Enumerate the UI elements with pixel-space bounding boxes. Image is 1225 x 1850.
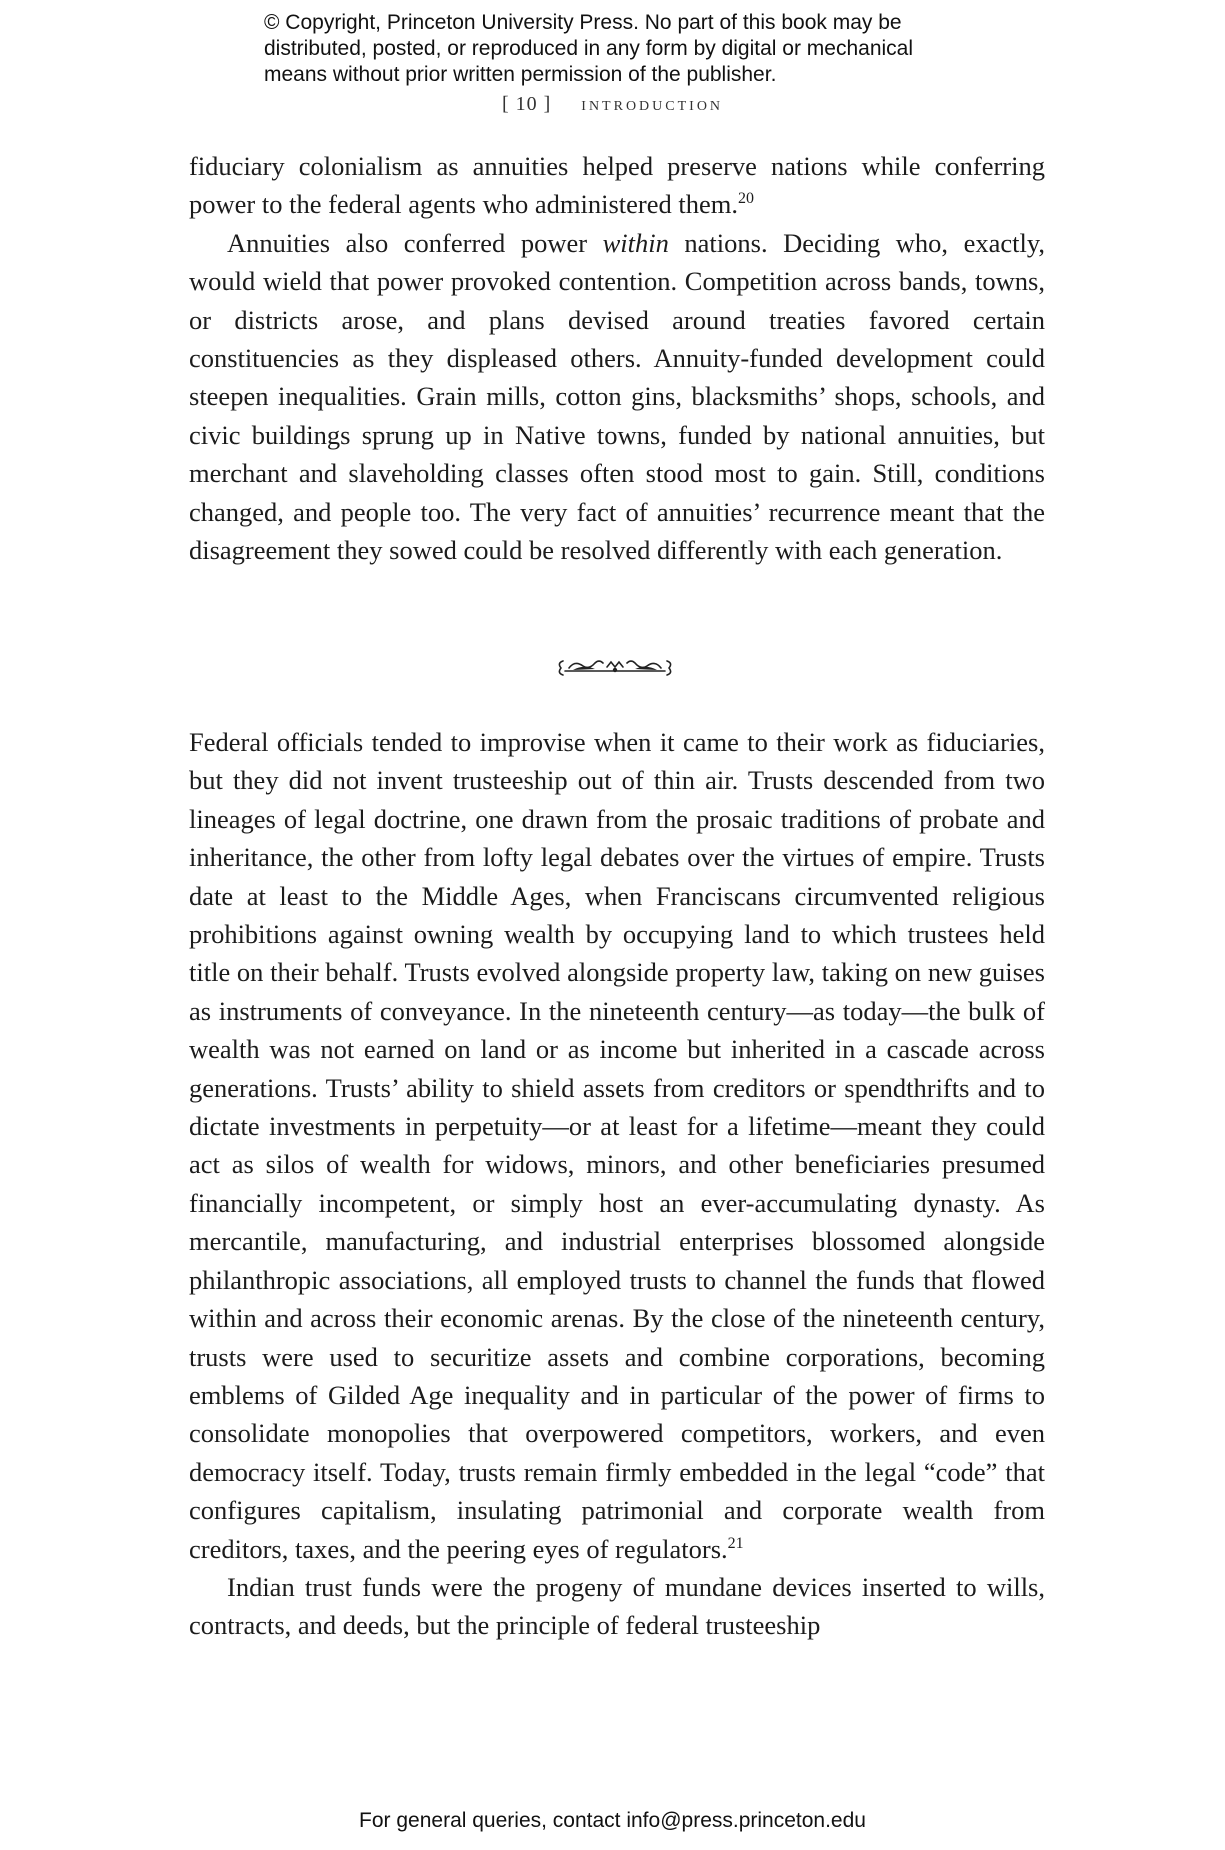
section-title: introduction (581, 93, 724, 115)
copyright-line: distributed, posted, or reproduced in any form by digital or mechanical (264, 37, 914, 60)
paragraph (189, 224, 1045, 570)
body-text-upper (189, 147, 1045, 569)
paragraph-text: Indian trust funds were the progeny of mundane devices inserted to wills, contracts, and deeds, but the principle of federal trusteeship (189, 1571, 1045, 1641)
copyright-line: means without prior written permission of the publisher. (264, 63, 777, 86)
paragraph (189, 1568, 1045, 1645)
paragraph (189, 147, 1045, 224)
paragraph-text: Federal officials tended to improvise when it came to their work as fiduciaries, but they did not invent trusteeship out of thin air. Trusts descended from two lineages of legal doctrine, one drawn from the prosaic traditions of probate and inheritance, the other from lofty legal debates over the virtues of empire. Trusts date at least to the Middle Ages, when Franciscans circumvented religious prohibitions against owning wealth by occupying land to which trustees held title on their behalf. Trusts evolved alongside property law, taking on new guises as instruments of conveyance. In the nineteenth century—as today—the bulk of wealth was not earned on land or as income but inherited in a cascade across generations. Trusts’ ability to shield assets from creditors or spendthrifts and to dictate investments in perpetuity—or at least for a lifetime—meant they could act as silos of wealth for widows, minors, and other beneficiaries presumed financially incompetent, or simply host an ever-accumulating dynasty. As mercantile, manufacturing, and industrial enterprises blossomed alongside philanthropic associations, all employed trusts to channel the funds that flowed within and across their economic arenas. By the close of the nineteenth century, trusts were used to securitize assets and combine corporations, becoming emblems of Gilded Age inequality and in particular of the power of firms to consolidate monopolies that overpowered competitors, workers, and even democracy itself. Today, trusts remain firmly embedded in the legal “code” that configures capitalism, insulating patrimonial and corporate wealth from creditors, taxes, and the peering eyes of regulators. (189, 727, 1045, 1564)
paragraph-text: nations. Deciding who, exactly, would wield that power provoked contention. Competition across bands, towns, or districts arose, and plans devised around treaties favored certain constituencies as they displeased others. Annuity-funded development could steepen inequalities. Grain mills, cotton gins, blacksmiths’ shops, schools, and civic buildings sprung up in Native towns, funded by national annuities, but merchant and slaveholding classes often stood most to gain. Still, conditions changed, and people too. The very fact of annuities’ recurrence meant that the disagreement they sowed could be resolved differently with each generation. (189, 227, 1045, 566)
section-break-fleuron-icon (555, 658, 675, 678)
copyright-notice (264, 10, 964, 88)
footnote-reference[interactable]: 20 (737, 190, 754, 208)
paragraph-text: fiduciary colonialism as annuities helped preserve nations while conferring power to the federal agents who administered them. (189, 151, 1045, 220)
body-text-lower (189, 723, 1045, 1645)
paragraph (189, 723, 1045, 1568)
footer-contact: For general queries, contact info@press.princeton.edu (359, 1809, 866, 1832)
footnote-reference[interactable]: 21 (727, 1534, 744, 1552)
running-head (0, 93, 1225, 116)
paragraph-text: Annuities also conferred power (227, 227, 603, 258)
page-number: [ 10 ] (501, 93, 552, 115)
emphasis-text: within (602, 227, 669, 258)
copyright-line: © Copyright, Princeton University Press. No part of this book may be (264, 11, 902, 34)
